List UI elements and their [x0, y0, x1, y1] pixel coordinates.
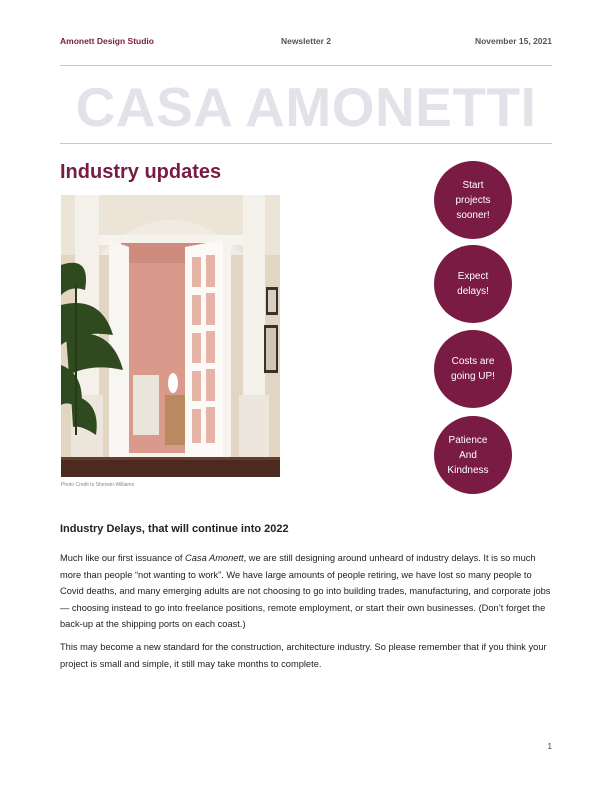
- callout-line: And Kindness: [447, 449, 489, 476]
- callout-expect-delays: [434, 245, 512, 323]
- newsletter-issue: Newsletter 2: [280, 36, 332, 46]
- article-title: Industry Delays, that will continue into 2022: [60, 523, 289, 535]
- article-paragraph-1: [60, 550, 552, 633]
- callout-costs-going-up: [434, 330, 512, 408]
- studio-name: Amonett Design Studio: [60, 36, 154, 46]
- masthead-title: CASA AMONETTI: [75, 76, 537, 138]
- masthead-divider: [60, 143, 552, 144]
- interior-photo: [61, 195, 280, 477]
- paragraph-text: , we are still designing around unheard of industry delays. It is so much more than people “not wanting to work”. We have large amounts of people retiring, we have lost so many people to Covid deaths, and many emerging adults are not choosing to go into building trades, manufacturing, and corporate jobs— choosing instead to go into freelance positions, remote employment, or start their own businesses. (Don’t forget the back-up at the shipping ports on each coast.): [60, 553, 551, 629]
- callout-line: projects: [455, 194, 491, 206]
- callout-line: Costs are: [451, 356, 495, 367]
- callout-line: Start: [462, 179, 484, 191]
- callout-line: Patience: [448, 434, 488, 446]
- callout-line: sooner!: [456, 209, 490, 221]
- paragraph-text: Much like our first issuance of: [60, 553, 186, 563]
- newsletter-date: November 15, 2021: [474, 36, 552, 46]
- callout-line: delays!: [457, 286, 489, 297]
- callout-start-projects-sooner: [434, 161, 512, 239]
- callout-patience-and-kindness: [434, 416, 512, 494]
- top-divider: [60, 65, 552, 66]
- photo-credit: Photo Credit to Sherwin-Williams: [61, 482, 135, 488]
- callout-line: going UP!: [451, 371, 495, 382]
- page-number: 1: [547, 742, 552, 751]
- callout-line: Expect: [457, 271, 489, 282]
- article-paragraph-2: This may become a new standard for the construction, architecture industry. So please remember that if you think your project is small and simple, it still may take months to complete.: [60, 642, 547, 669]
- publication-name: Casa Amonett: [185, 553, 244, 563]
- section-title: Industry updates: [60, 161, 222, 183]
